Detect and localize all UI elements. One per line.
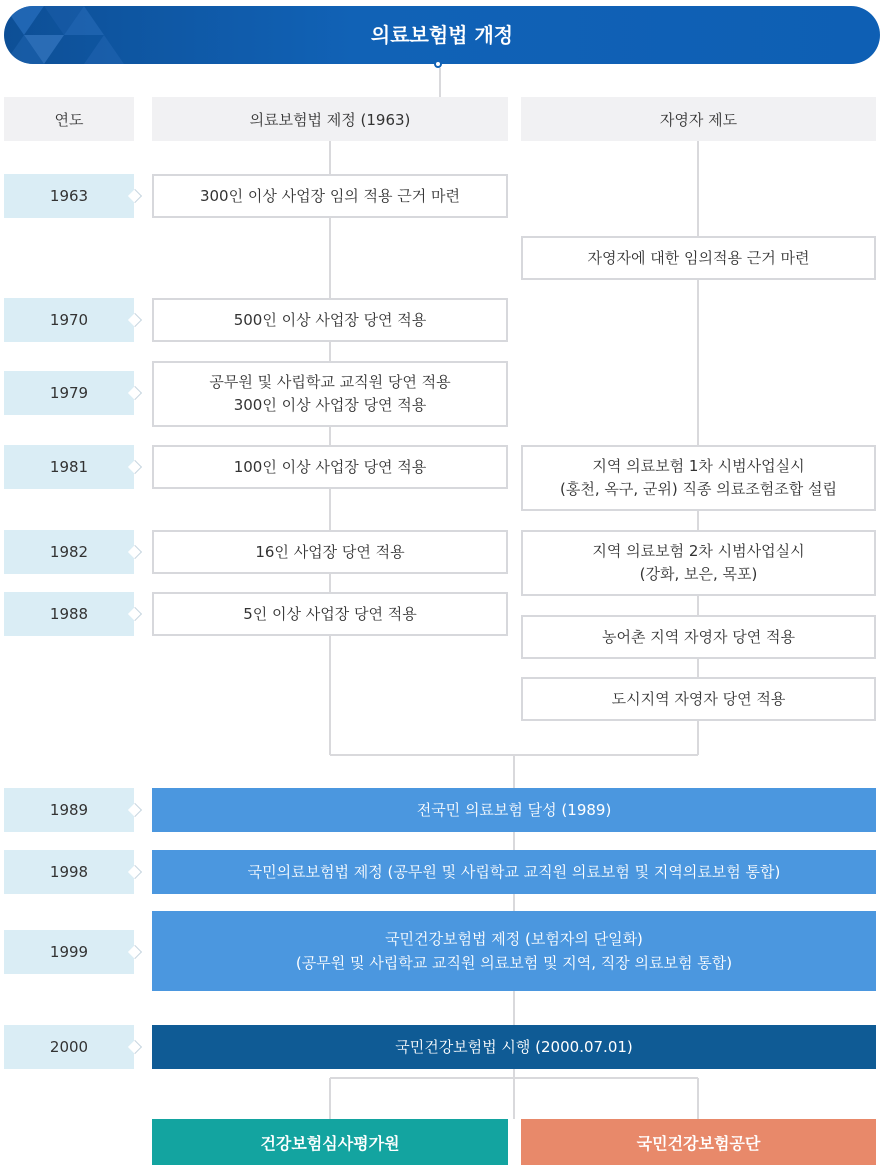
milestone-text: 국민건강보험법 제정 (보험자의 단일화) <box>385 930 643 948</box>
selfemployed-item <box>521 236 876 280</box>
year-label: 1963 <box>49 187 89 205</box>
header-employee: 의료보험법 제정 (1963) <box>152 97 508 141</box>
year-cell <box>4 298 134 342</box>
year-cell <box>4 788 134 832</box>
year-cell <box>4 592 134 636</box>
item-text: 100인 이상 사업장 당연 적용 <box>233 457 427 476</box>
title-connector-dot <box>434 60 442 68</box>
milestone-text: 국민건강보험법 시행 (2000.07.01) <box>395 1038 633 1056</box>
employee-item <box>152 298 508 342</box>
milestone-text: (공무원 및 사립학교 교직원 의료보험 및 지역, 직장 의료보험 통합) <box>295 954 733 972</box>
year-label: 1982 <box>49 543 89 561</box>
selfemployed-item <box>521 677 876 721</box>
year-label: 1989 <box>49 801 89 819</box>
employee-item <box>152 445 508 489</box>
item-text: 16인 사업장 당연 적용 <box>255 542 405 561</box>
item-text: 500인 이상 사업장 당연 적용 <box>233 310 427 329</box>
selfemployed-item <box>521 445 876 511</box>
header-selfemployed: 자영자 제도 <box>521 97 876 141</box>
diagram-title: 의료보험법 개정 <box>370 23 514 47</box>
year-label: 1998 <box>49 863 89 881</box>
year-label: 1999 <box>49 943 89 961</box>
item-text: 공무원 및 사립학교 교직원 당연 적용 <box>209 373 451 391</box>
item-text: 도시지역 자영자 당연 적용 <box>611 689 786 708</box>
milestone-text: 전국민 의료보험 달성 (1989) <box>416 801 612 819</box>
item-text: 300인 이상 사업장 임의 적용 근거 마련 <box>199 186 461 205</box>
year-cell <box>4 930 134 974</box>
milestone-bar <box>152 1025 876 1069</box>
header-year: 연도 <box>4 97 134 141</box>
milestone-text: 국민의료보험법 제정 (공무원 및 사립학교 교직원 의료보험 및 지역의료보험 통합) <box>247 863 781 881</box>
org-hira: 건강보험심사평가원 <box>152 1119 508 1165</box>
item-text: 지역 의료보험 1차 시범사업실시 <box>592 457 805 475</box>
year-label: 1970 <box>49 311 89 329</box>
item-text: (홍천, 옥구, 군위) 직종 의료조험조합 설립 <box>560 480 837 498</box>
item-text: 자영자에 대한 임의적용 근거 마련 <box>587 248 810 267</box>
item-text: 농어촌 지역 자영자 당연 적용 <box>602 627 795 646</box>
year-cell <box>4 445 134 489</box>
year-cell <box>4 530 134 574</box>
selfemployed-item <box>521 615 876 659</box>
milestone-bar <box>152 911 876 991</box>
year-cell <box>4 1025 134 1069</box>
item-text: 5인 이상 사업장 당연 적용 <box>243 604 417 623</box>
year-label: 1979 <box>49 384 89 402</box>
year-cell <box>4 174 134 218</box>
year-cell <box>4 850 134 894</box>
year-label: 2000 <box>49 1038 89 1056</box>
selfemployed-item <box>521 530 876 596</box>
milestone-bar <box>152 788 876 832</box>
org-nhis: 국민건강보험공단 <box>521 1119 876 1165</box>
year-label: 1981 <box>49 458 89 476</box>
title-bar <box>4 6 880 64</box>
item-text: 300인 이상 사업장 당연 적용 <box>233 396 427 414</box>
employee-item <box>152 530 508 574</box>
milestone-bar <box>152 850 876 894</box>
item-text: (강화, 보은, 목포) <box>639 565 758 583</box>
item-text: 지역 의료보험 2차 시범사업실시 <box>592 542 805 560</box>
employee-item <box>152 174 508 218</box>
year-label: 1988 <box>49 605 89 623</box>
employee-item <box>152 361 508 427</box>
year-cell <box>4 371 134 415</box>
employee-item <box>152 592 508 636</box>
